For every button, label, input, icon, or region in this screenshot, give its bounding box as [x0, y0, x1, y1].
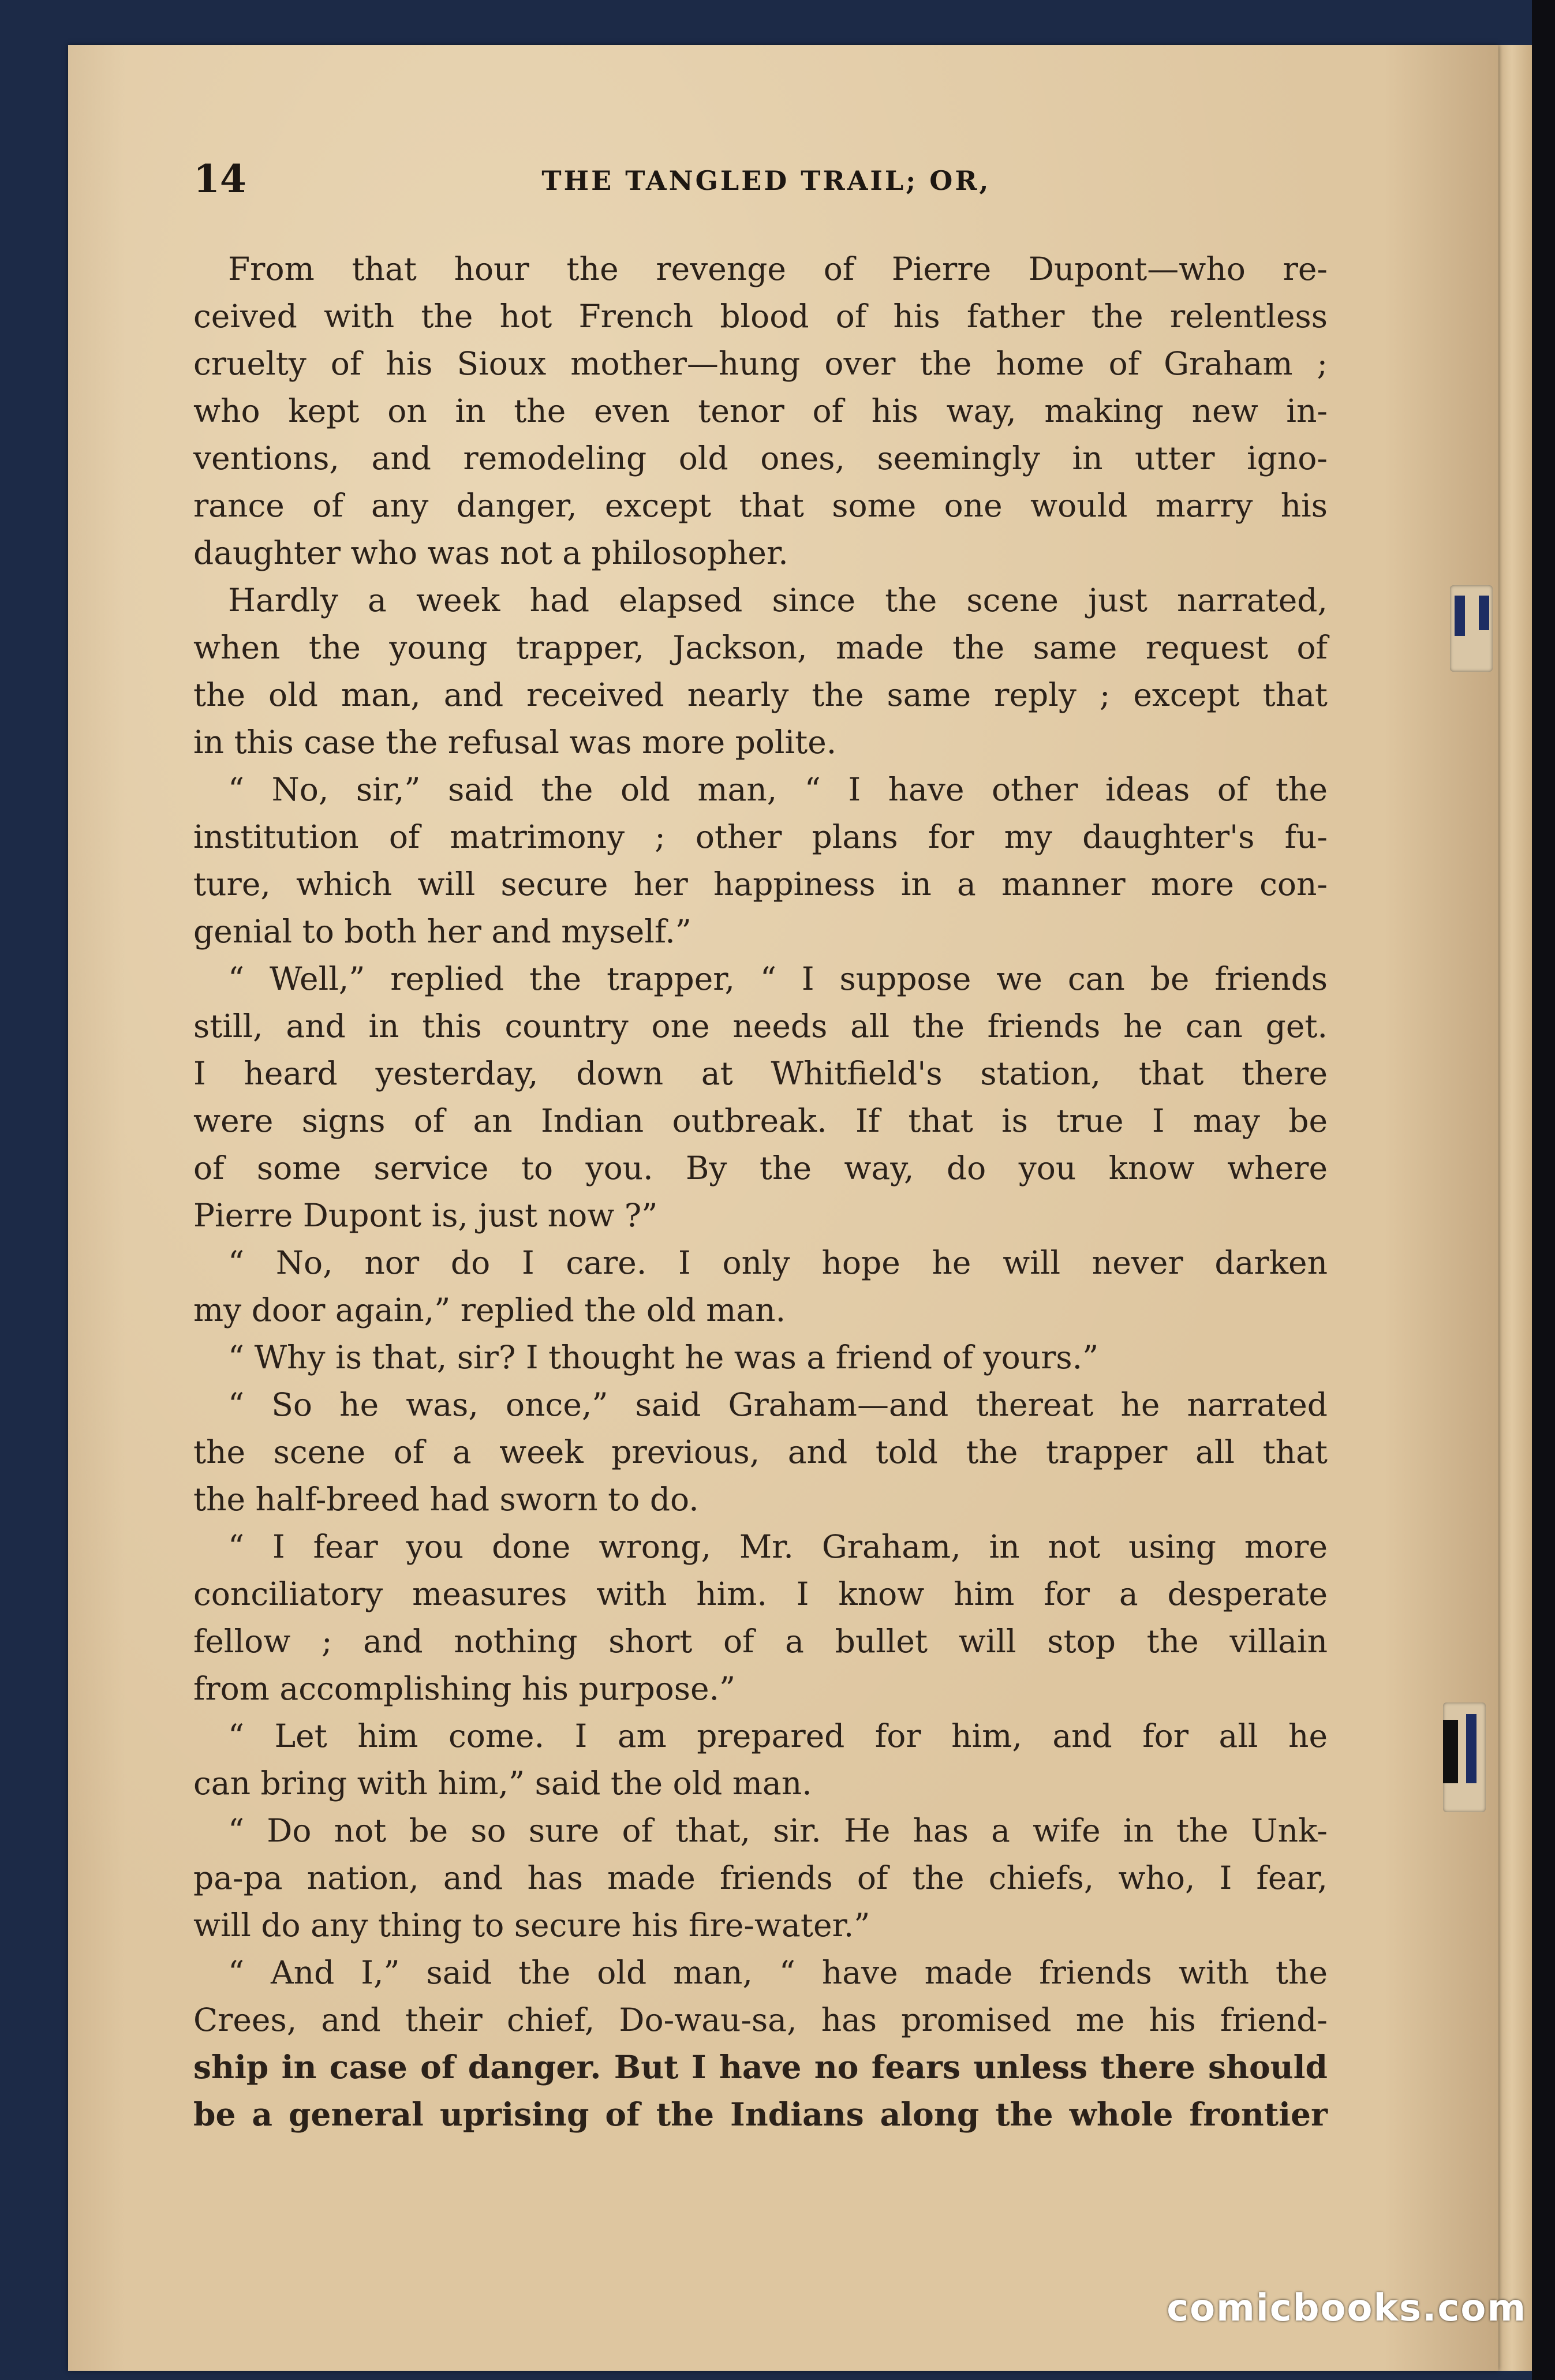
text-line: were signs of an Indian outbreak. If that is true I may be — [193, 1102, 1328, 1139]
text-line: of some service to you. By the way, do you know where — [193, 1150, 1328, 1187]
text-line: “ So he was, once,” said Graham—and thereat he narrated — [228, 1386, 1328, 1423]
text-line: the old man, and received nearly the same reply ; except that — [193, 676, 1328, 713]
text-line: “ Why is that, sir? I thought he was a friend of yours.” — [228, 1339, 1099, 1376]
text-line: still, and in this country one needs all the friends he can get. — [193, 1008, 1328, 1045]
text-line: From that hour the revenge of Pierre Dupont—who re- — [228, 250, 1328, 287]
staple-bottom-mark-right — [1466, 1714, 1476, 1783]
text-line: who kept on in the even tenor of his way, making new in- — [193, 392, 1328, 429]
binding-shadow — [1532, 0, 1555, 2380]
text-line: the scene of a week previous, and told the trapper all that — [193, 1434, 1328, 1470]
page-spine-edge — [1498, 45, 1532, 2371]
text-line: “ No, sir,” said the old man, “ I have other ideas of the — [228, 771, 1328, 808]
text-line: cruelty of his Sioux mother—hung over the home of Graham ; — [193, 345, 1328, 382]
text-line: rance of any danger, except that some one would marry his — [193, 487, 1328, 524]
running-title: THE TANGLED TRAIL; OR, — [541, 165, 991, 196]
text-line: Hardly a week had elapsed since the scene just narrated, — [228, 582, 1328, 619]
text-line: “ I fear you done wrong, Mr. Graham, in not using more — [228, 1528, 1328, 1565]
text-line: ceived with the hot French blood of his father the relentless — [193, 298, 1328, 335]
text-line: genial to both her and myself.” — [193, 913, 691, 950]
text-line: ventions, and remodeling old ones, seemingly in utter igno- — [193, 440, 1328, 477]
text-line: from accomplishing his purpose.” — [193, 1670, 736, 1707]
page-header — [193, 156, 1339, 202]
text-line: institution of matrimony ; other plans for my daughter's fu- — [193, 818, 1328, 855]
staple-top — [1450, 585, 1493, 672]
staple-bottom — [1443, 1702, 1486, 1812]
text-line: “ No, nor do I care. I only hope he will never darken — [228, 1244, 1328, 1281]
text-line: pa-pa nation, and has made friends of the chiefs, who, I fear, — [193, 1859, 1328, 1896]
text-line: Pierre Dupont is, just now ?” — [193, 1197, 658, 1234]
staple-bottom-mark-left — [1443, 1720, 1458, 1783]
text-line: will do any thing to secure his fire-water.” — [193, 1907, 870, 1944]
watermark-logo: comicbooks.com — [1167, 2287, 1527, 2330]
text-line: conciliatory measures with him. I know him for a desperate — [193, 1576, 1328, 1612]
body-text — [193, 245, 1328, 2138]
text-line: the half-breed had sworn to do. — [193, 1481, 699, 1518]
text-line: “ Let him come. I am prepared for him, and for all he — [228, 1717, 1328, 1754]
text-line: Crees, and their chief, Do-wau-sa, has promised me his friend- — [193, 2001, 1328, 2038]
page-number: 14 — [193, 156, 246, 201]
text-line: can bring with him,” said the old man. — [193, 1765, 812, 1802]
text-line: in this case the refusal was more polite. — [193, 724, 837, 761]
staple-top-mark-left — [1455, 596, 1465, 636]
text-line: ture, which will secure her happiness in a manner more con- — [193, 866, 1328, 903]
text-line: ship in case of danger. But I have no fears unless there should — [193, 2048, 1328, 2086]
text-line: when the young trapper, Jackson, made the same request of — [193, 629, 1328, 666]
text-line: “ Well,” replied the trapper, “ I suppose we can be friends — [228, 960, 1328, 997]
text-line: “ And I,” said the old man, “ have made friends with the — [228, 1954, 1328, 1991]
text-line: I heard yesterday, down at Whitfield's station, that there — [193, 1055, 1328, 1092]
text-line: daughter who was not a philosopher. — [193, 534, 788, 571]
text-line: be a general uprising of the Indians along the whole frontier — [193, 2095, 1328, 2133]
staple-top-mark-right — [1479, 596, 1489, 630]
text-line: “ Do not be so sure of that, sir. He has a wife in the Unk- — [228, 1812, 1328, 1849]
text-line: fellow ; and nothing short of a bullet will stop the villain — [193, 1623, 1328, 1660]
text-line: my door again,” replied the old man. — [193, 1292, 786, 1329]
